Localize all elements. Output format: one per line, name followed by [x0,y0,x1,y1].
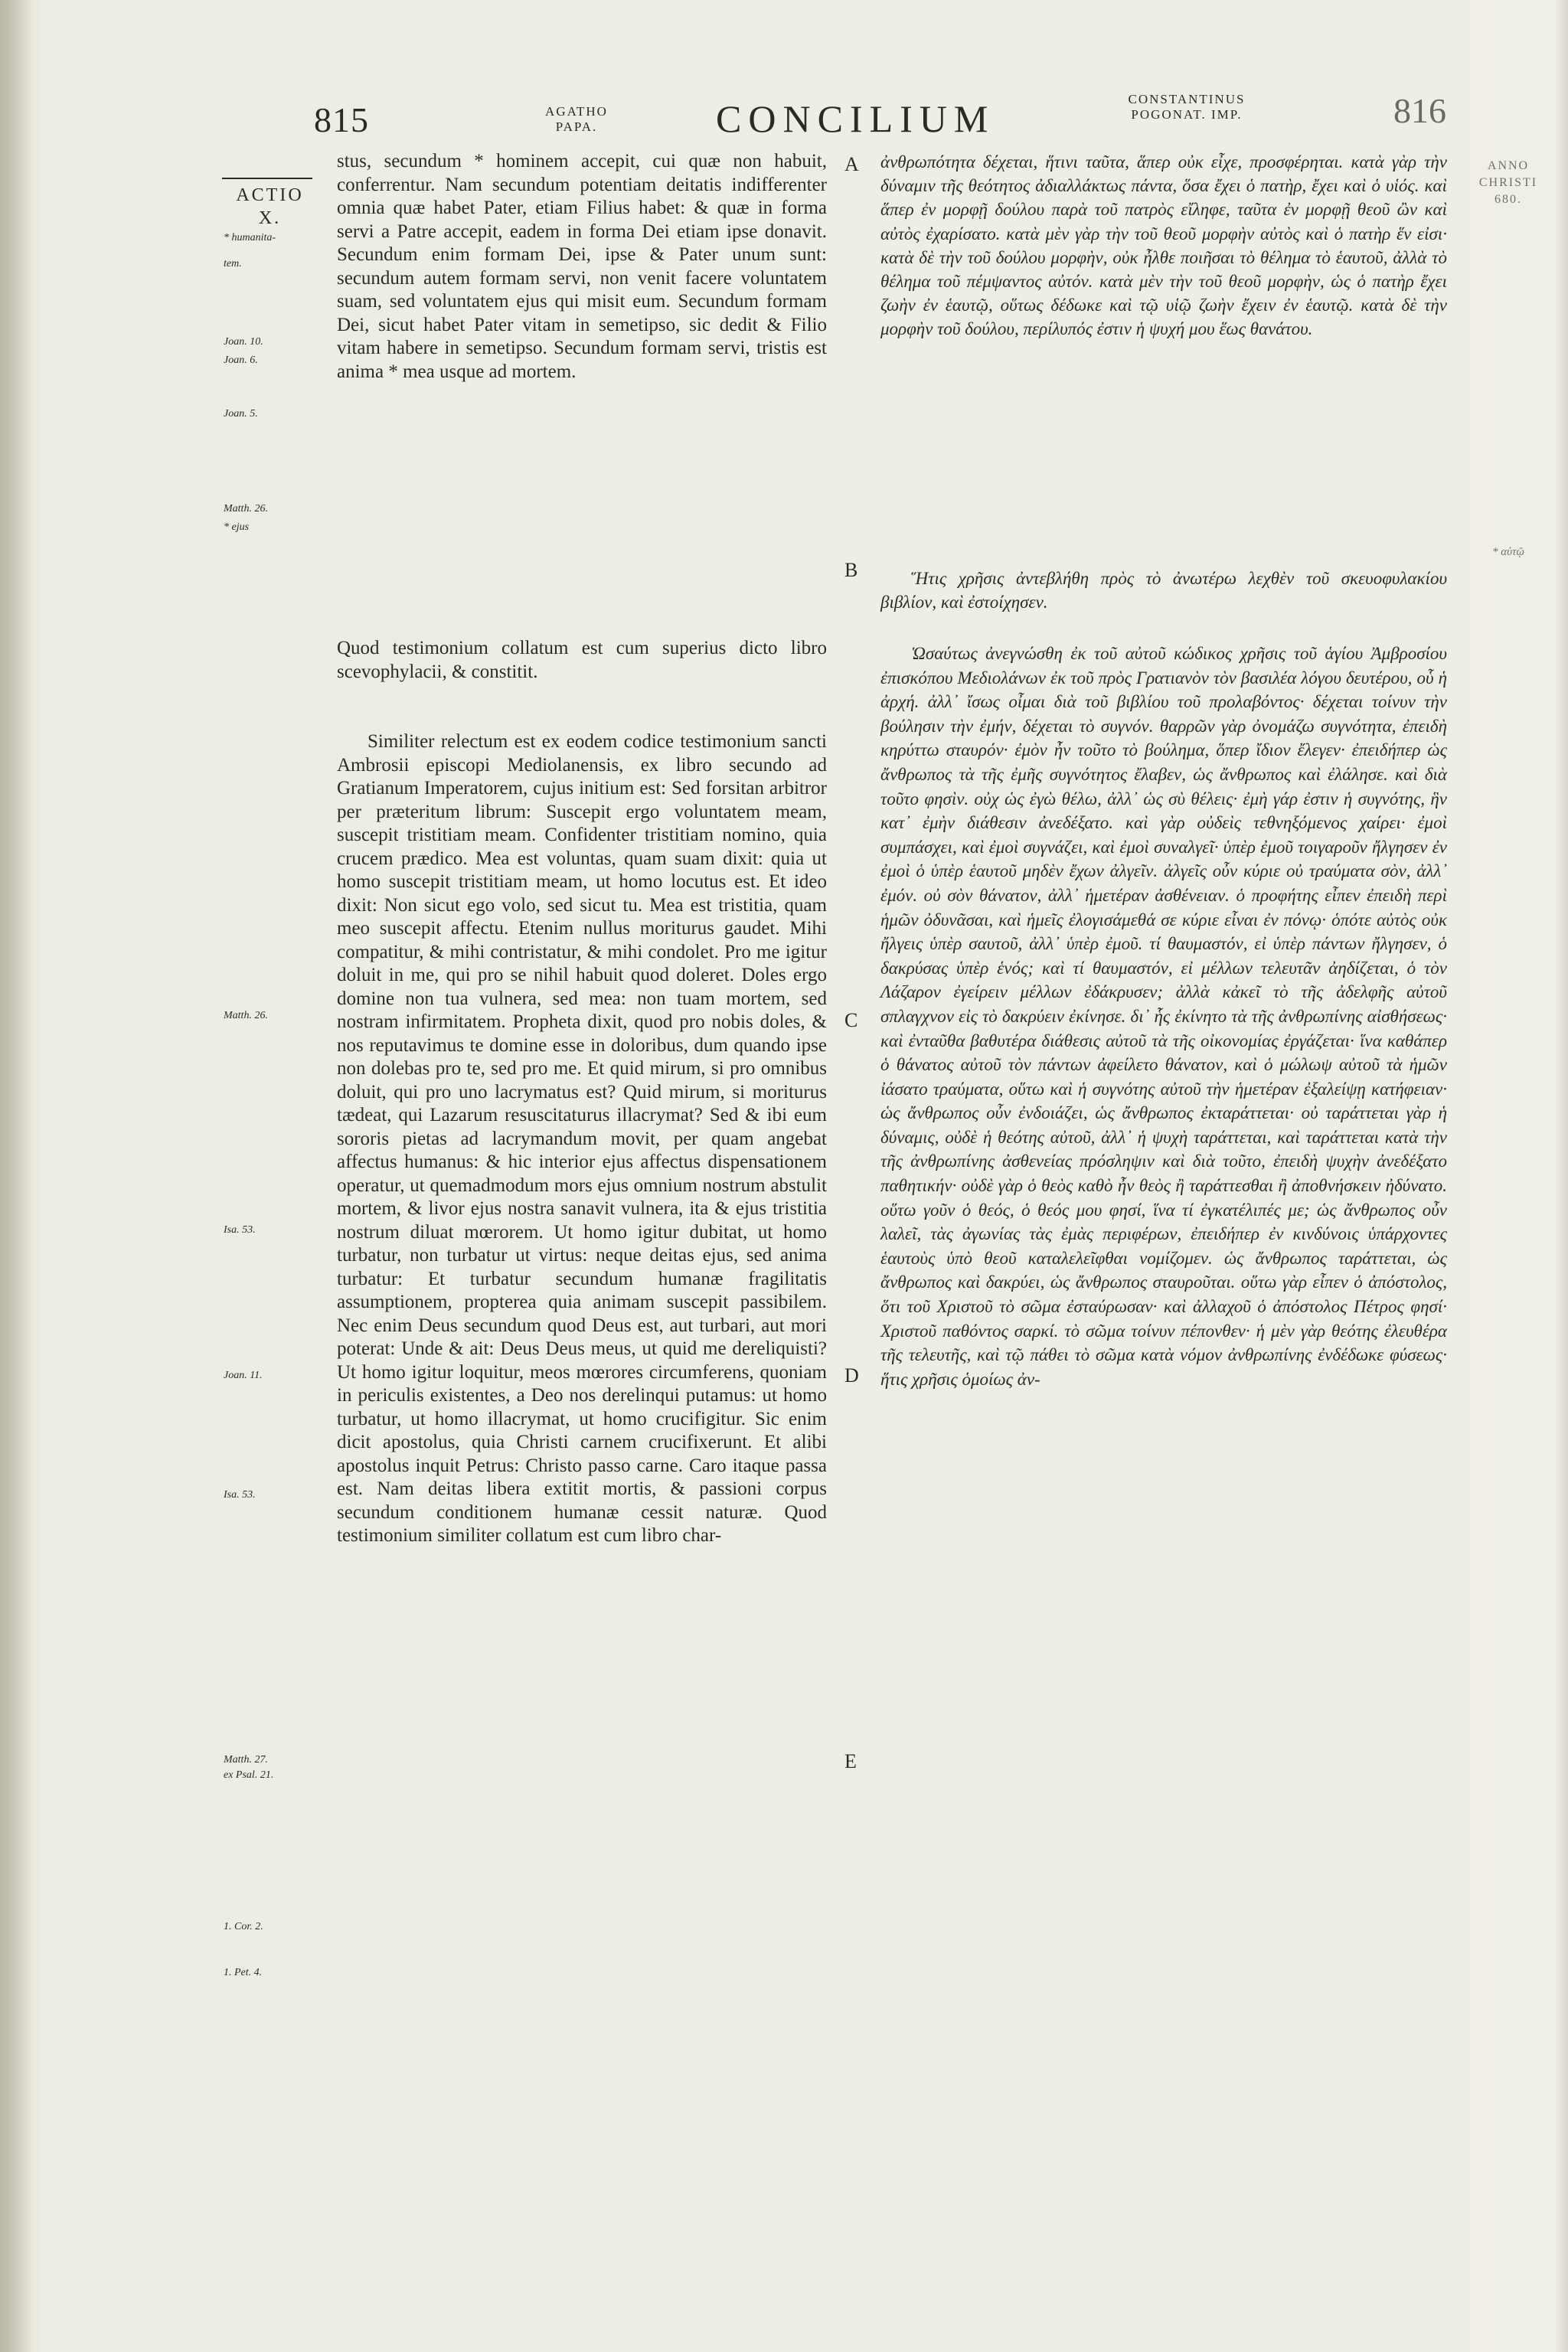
emperor-line2: POGONAT. IMP. [1131,107,1243,122]
latin-paragraph-2: Similiter relectum est ex eodem codice testimonium sancti Ambrosii episcopi Mediolanensis, ex libro secundo ad Gratianum Imperatorem, cujus initium est: Sed forsitan arbitror per præteritum librum: Suscepit ergo voluntatem meam, suscepit tristitiam meam. Confidenter tristitiam nomino, quia crucem prædico. Mea est voluntas, quam suam dixit: quia ut homo suscepit tristitiam meam, ut homo locutus est. Et ideo dixit: Non sicut ego volo, sed sicut tu. Mea est tristitia, quam meo suscepit affectu. Etenim nullus moriturus gaudet. Mihi compatitur, & mihi contristatur, & mihi condolet. Pro me igitur doluit in me, qui pro se nihil habuit quod doleret. Doles ergo domine non tua vulnera, sed mea: non tuam mortem, sed nostram infirmitatem. Propheta dixit, quod pro nobis doles, & nos reputavimus te domine esse in doloribus, dum quando ipse non dolebas pro te, sed pro me. Et quid mirum, si pro omnibus doluit, qui pro uno lacrymatus est? Quid mirum, si moriturus tædeat, qui Lazarum resuscitaturus illacrymat? Sed & ibi eum sororis pietas ad lacrymandum movit, per quam angebat affectus humanus: & hic interior ejus affectus dispensationem operatur, ut quemadmodum mors ejus omnium nostrum abstulit mortem, & livor ejus nostra sanavit vulnera, ita & ejus tristitia nostrum diluat mœrorem. Ut homo igitur dubitat, ut homo turbatur, non turbatur ut virtus: neque deitas ejus, sed anima turbatur: Et turbatur secundum humanæ fragilitatis assumptionem, propterea quia animam suscepit passibilem. Nec enim Deus secundum quod Deus est, aut turbari, aut mori poterat: Unde & ait: Deus Deus meus, ut quid me dereliquisti? Ut homo igitur loquitur, meos mœrores circumferens, quoniam in periculis existentes, a Deo nos derelinqui putamus: ut homo turbatur, ut homo illacrymat, ut homo crucifigitur. Sic enim dicit apostolus, quia Christi carnem crucifixerunt. Et alibi apostolus inquit Petrus: Christo passo carne. Caro itaque passa est. Nam deitas libera extitit mortis, & passioni corpus secundum conditionem humanæ cessit naturæ. Quod testimonium similiter collatum est cum libro char- [337,731,827,1546]
emperor-line1: CONSTANTINUS [1128,92,1246,106]
margin-note: Joan. 6. [224,354,258,366]
margin-note: Joan. 5. [224,408,258,420]
margin-note-right: * αὐτῷ [1492,546,1524,558]
greek-heading: Ἥτις χρῆσις ἀντεβλήθη πρὸς τὸ ἀνωτέρω λεχθὲν τοῦ σκευοφυλακίου βιβλίον, καὶ ἐστοίχησεν. [880,569,1447,612]
section-letter-d: D [844,1364,859,1387]
margin-note: 1. Cor. 2. [224,1921,263,1932]
margin-note: 1. Pet. 4. [224,1967,263,1978]
margin-note: * humanita- [224,232,276,243]
margin-note: Joan. 10. [224,336,263,348]
anno-line1: ANNO [1487,159,1530,172]
page-number-left: 815 [314,100,369,139]
latin-heading-block [337,637,827,684]
gutter-shadow [0,0,32,2352]
pope-name [511,104,642,135]
margin-note: tem. [224,258,242,270]
margin-note: Matth. 26. [224,1010,268,1021]
latin-paragraph-1: stus, secundum * hominem accepit, cui quæ non habuit, conferrentur. Nam secundum potentiam deitatis indifferenter omnia quæ habet Pater, etiam Filius habet: & quæ in forma servi a Patre accepit, eadem in forma Dei etiam ipse donavit. Secundum enim formam Dei, ipse & Pater unum sunt: secundum autem formam servi, non venit facere voluntatem suam, sed voluntatem ejus qui misit eum. Secundum formam Dei, sicut habet Pater vitam in semetipso, sic dedit & Filio vitam habere in semetipso. Secundum formam servi, tristis est anima * mea usque ad mortem. [337,151,827,382]
margin-note: * ejus [224,521,250,533]
margin-note: Isa. 53. [224,1489,256,1501]
latin-heading: Quod testimonium collatum est cum superius dicto libro scevophylacii, & constitit. [337,638,827,682]
actio-label [222,184,318,230]
section-letter-c: C [844,1009,858,1031]
margin-note: Joan. 11. [224,1370,263,1381]
section-letter-a: A [844,153,859,175]
anno-line2: CHRISTI [1478,176,1538,189]
latin-body-block [337,730,827,1548]
greek-body-block [880,642,1447,1391]
margin-note: Isa. 53. [224,1224,256,1236]
anno-christi [1466,158,1550,208]
greek-paragraph-2: Ὡσαύτως ἀνεγνώσθη ἐκ τοῦ αὐτοῦ κώδικος χρῆσις τοῦ ἁγίου Ἀμβροσίου ἐπισκόπου Μεδιολάνων ἐκ τοῦ πρὸς Γρατιανὸν τὸν βασιλέα λόγου δευτέρου, οὗ ἡ ἀρχή. ἀλλ᾽ ἴσως οἶμαι διὰ τοῦ βιβλίου τοῦ προλαβόντος· δέχεται τοίνυν τὴν βούλησιν τὴν ἐμήν, δέχεται τὸ συγνόν. θαρρῶν γὰρ ὀνομάζω συγνότητα, ἐπειδὴ κηρύττω σταυρόν· ἐμὸν ἦν τοῦτο τὸ βούλημα, ὅπερ ἴδιον ἔλεγεν· ἐπειδήπερ ὡς ἄνθρωπος τὰ τῆς ἐμῆς συγνότητος ἔλαβεν, ὡς ἄνθρωπος καὶ ἐλάλησε. καὶ διὰ τοῦτο φησὶν. οὐχ ὡς ἐγὼ θέλω, ἀλλ᾽ ὡς σὺ θέλεις· ἐμὴ γάρ ἐστιν ἡ συγνότης, ἣν κατ᾽ ἐμὴν διάθεσιν ἀνεδέξατο. καὶ γὰρ οὐδεὶς τεθνηξόμενος χαίρει· ἐμοὶ συμπάσχει, καὶ ἐμοὶ συγνάζει, καὶ ἐμοὶ συναλγεῖ· ὑπὲρ ἐμοῦ τοιγαροῦν ἤλγησεν ἐν ἐμοὶ ὁ ὑπὲρ ἑαυτοῦ μηδὲν ἔχων ἀλγεῖν. ἀλγεῖς οὖν κύριε οὐ τραύματα σὸν, ἀλλ᾽ ἐμόν. οὐ σὸν θάνατον, ἀλλ᾽ ἡμετέραν ἀσθένειαν. ὁ προφήτης εἶπεν ἐπειδὴ περὶ ἡμῶν ὀδυνᾶσαι, καὶ ἡμεῖς ἐλογισάμεθά σε κύριε εἶναι ἐν πόνῳ· ὁπότε αὐτὸς οὐκ ἤλγεις ὑπὲρ σαυτοῦ, ἀλλ᾽ ὑπὲρ ἐμοῦ. τί θαυμαστόν, εἰ ὑπὲρ πάντων ἤλγησεν, ὁ δακρύσας ὑπὲρ ἑνός; καὶ τί θαυμαστόν, εἰ μέλλων τελευτᾶν ἀηδίζεται, ὁ τὸν Λάζαρον ἐγείρειν μέλλων ἐδάκρυσεν; ἀλλὰ κἀκεῖ τὸ τῆς ἀδελφῆς αὐτοῦ σπλαγχνον εἰς τὸ δακρύειν ἐκίνησε. δι᾽ ἧς ἐκίνητο τὰ τῆς ἀνθρωπίνης αἰσθήσεως· καὶ ἐνταῦθα βαθυτέρα διάθεσις αὐτοῦ τὰ τῆς οἰκονομίας ἐργάζεται· ἵνα καθάπερ ὁ θάνατος αὐτοῦ τὸν πάντων ἀφείλετο θάνατον, καὶ ὁ μώλωψ αὐτοῦ τὰ ἡμῶν ἰάσατο τραύματα, οὕτω καὶ ἡ συγνότης αὐτοῦ τὴν ἡμετέραν ἐξαλείψῃ κατήφειαν· ὡς ἄνθρωπος οὖν ἐνδοιάζει, ὡς ἄνθρωπος ἐκταράττεται· οὐ ταράττεται γὰρ ἡ δύναμις, οὐδὲ ἡ θεότης αὐτοῦ, ἀλλ᾽ ἡ ψυχὴ ταράττεται, καὶ ταράττεται κατὰ τὴν τῆς ἀνθρωπίνης ἀσθενείας πρόσληψιν καὶ διὰ τοῦτο, ἐπειδὴ ψυχὴν ἀνεδέξατο παθητικήν· οὐδὲ γὰρ ὁ θεὸς καθὸ ἦν θεὸς ἢ ταράττεσθαι ἢ ἀποθνήσκειν ἠδύνατο. οὕτω γοῦν ὁ θεός, ὁ θεός μου φησί, ἵνα τί ἐγκατέλιπές με; ὡς ἄνθρωπος οὖν λαλεῖ, τὰς ἀγωνίας τὰς ἐμὰς περιφέρων, ἐπειδήπερ ἐν κινδύνοις ὑπάρχοντες ἑαυτοὺς ὑπὸ θεοῦ καταλελεῖφθαι νομίζομεν. ὡς ἄνθρωπος ταράττεται, ὡς ἄνθρωπος καὶ δακρύει, ὡς ἄνθρωπος σταυροῦται. οὕτω γὰρ εἶπεν ὁ ἀπόστολος, ὅτι τοῦ Χριστοῦ τὸ σῶμα ἐσταύρωσαν· καὶ ἀλλαχοῦ ὁ ἀπόστολος Πέτρος φησί· Χριστοῦ παθόντος σαρκί. τὸ σῶμα τοίνυν πέπονθεν· ἡ μὲν γὰρ θεότης ἐλευθέρα τῆς τελευτῆς, καὶ τῷ πάθει τὸ σῶμα κατὰ νόμον ἀνθρωπίνης ἐνδέδωκε φύσεως· ἥτις χρῆσις ὁμοίως ἀν- [880,644,1447,1389]
greek-paragraph-1: ἀνθρωπότητα δέχεται, ἥτινι ταῦτα, ἅπερ οὐκ εἶχε, προσφέρηται. κατὰ γὰρ τὴν δύναμιν τῆς θεότητος ἀδιαλλάκτως πάντα, ὅσα ἔχει ὁ πατὴρ, ἔχει καὶ ὁ υἱός. καὶ ἅπερ ἐν μορφῇ δούλου παρὰ τοῦ πατρὸς εἴληφε, ταῦτα ἐν μορφῇ θεοῦ ὢν καὶ αὐτὸς ἐχαρίσατο. κατὰ μὲν γὰρ τὴν τοῦ θεοῦ μορφὴν αὐτὸς καὶ ὁ πατὴρ ἕν εἰσι· κατὰ δὲ τὴν τοῦ δούλου μορφὴν, οὐκ ἦλθε ποιῆσαι τὸ θέλημα τὸ ἑαυτοῦ, ἀλλὰ τὸ θέλημα τοῦ πέμψαντος αὐτόν. κατὰ μὲν τὴν τοῦ θεοῦ μορφὴν, ὡς ὁ πατὴρ ἔχει ζωὴν ἐν ἑαυτῷ, οὕτως δέδωκε καὶ τῷ υἱῷ ζωὴν ἔχειν ἐν ἑαυτῷ. κατὰ δὲ τὴν μορφὴν τοῦ δούλου, περίλυπός ἐστιν ἡ ψυχή μου ἕως θανάτου. [880,152,1447,339]
greek-column [880,150,1447,341]
pope-line2: PAPA. [555,119,598,134]
page-edge [1554,0,1568,2352]
section-letter-b: B [844,559,858,581]
actio-rule [222,178,312,179]
emperor-name [1087,92,1286,122]
margin-note: Matth. 26. [224,503,268,514]
actio-line1: ACTIO [236,185,304,205]
margin-note: ex Psal. 21. [224,1769,274,1781]
latin-column [337,150,827,384]
page-number-right: 816 [1393,91,1446,130]
actio-line2: X. [258,208,282,228]
running-title: CONCILIUM [716,97,995,140]
margin-note: Matth. 27. [224,1754,268,1766]
anno-line3: 680. [1494,193,1522,206]
greek-heading-block [880,567,1447,614]
pope-line1: AGATHO [545,104,608,119]
section-letter-e: E [844,1750,857,1772]
